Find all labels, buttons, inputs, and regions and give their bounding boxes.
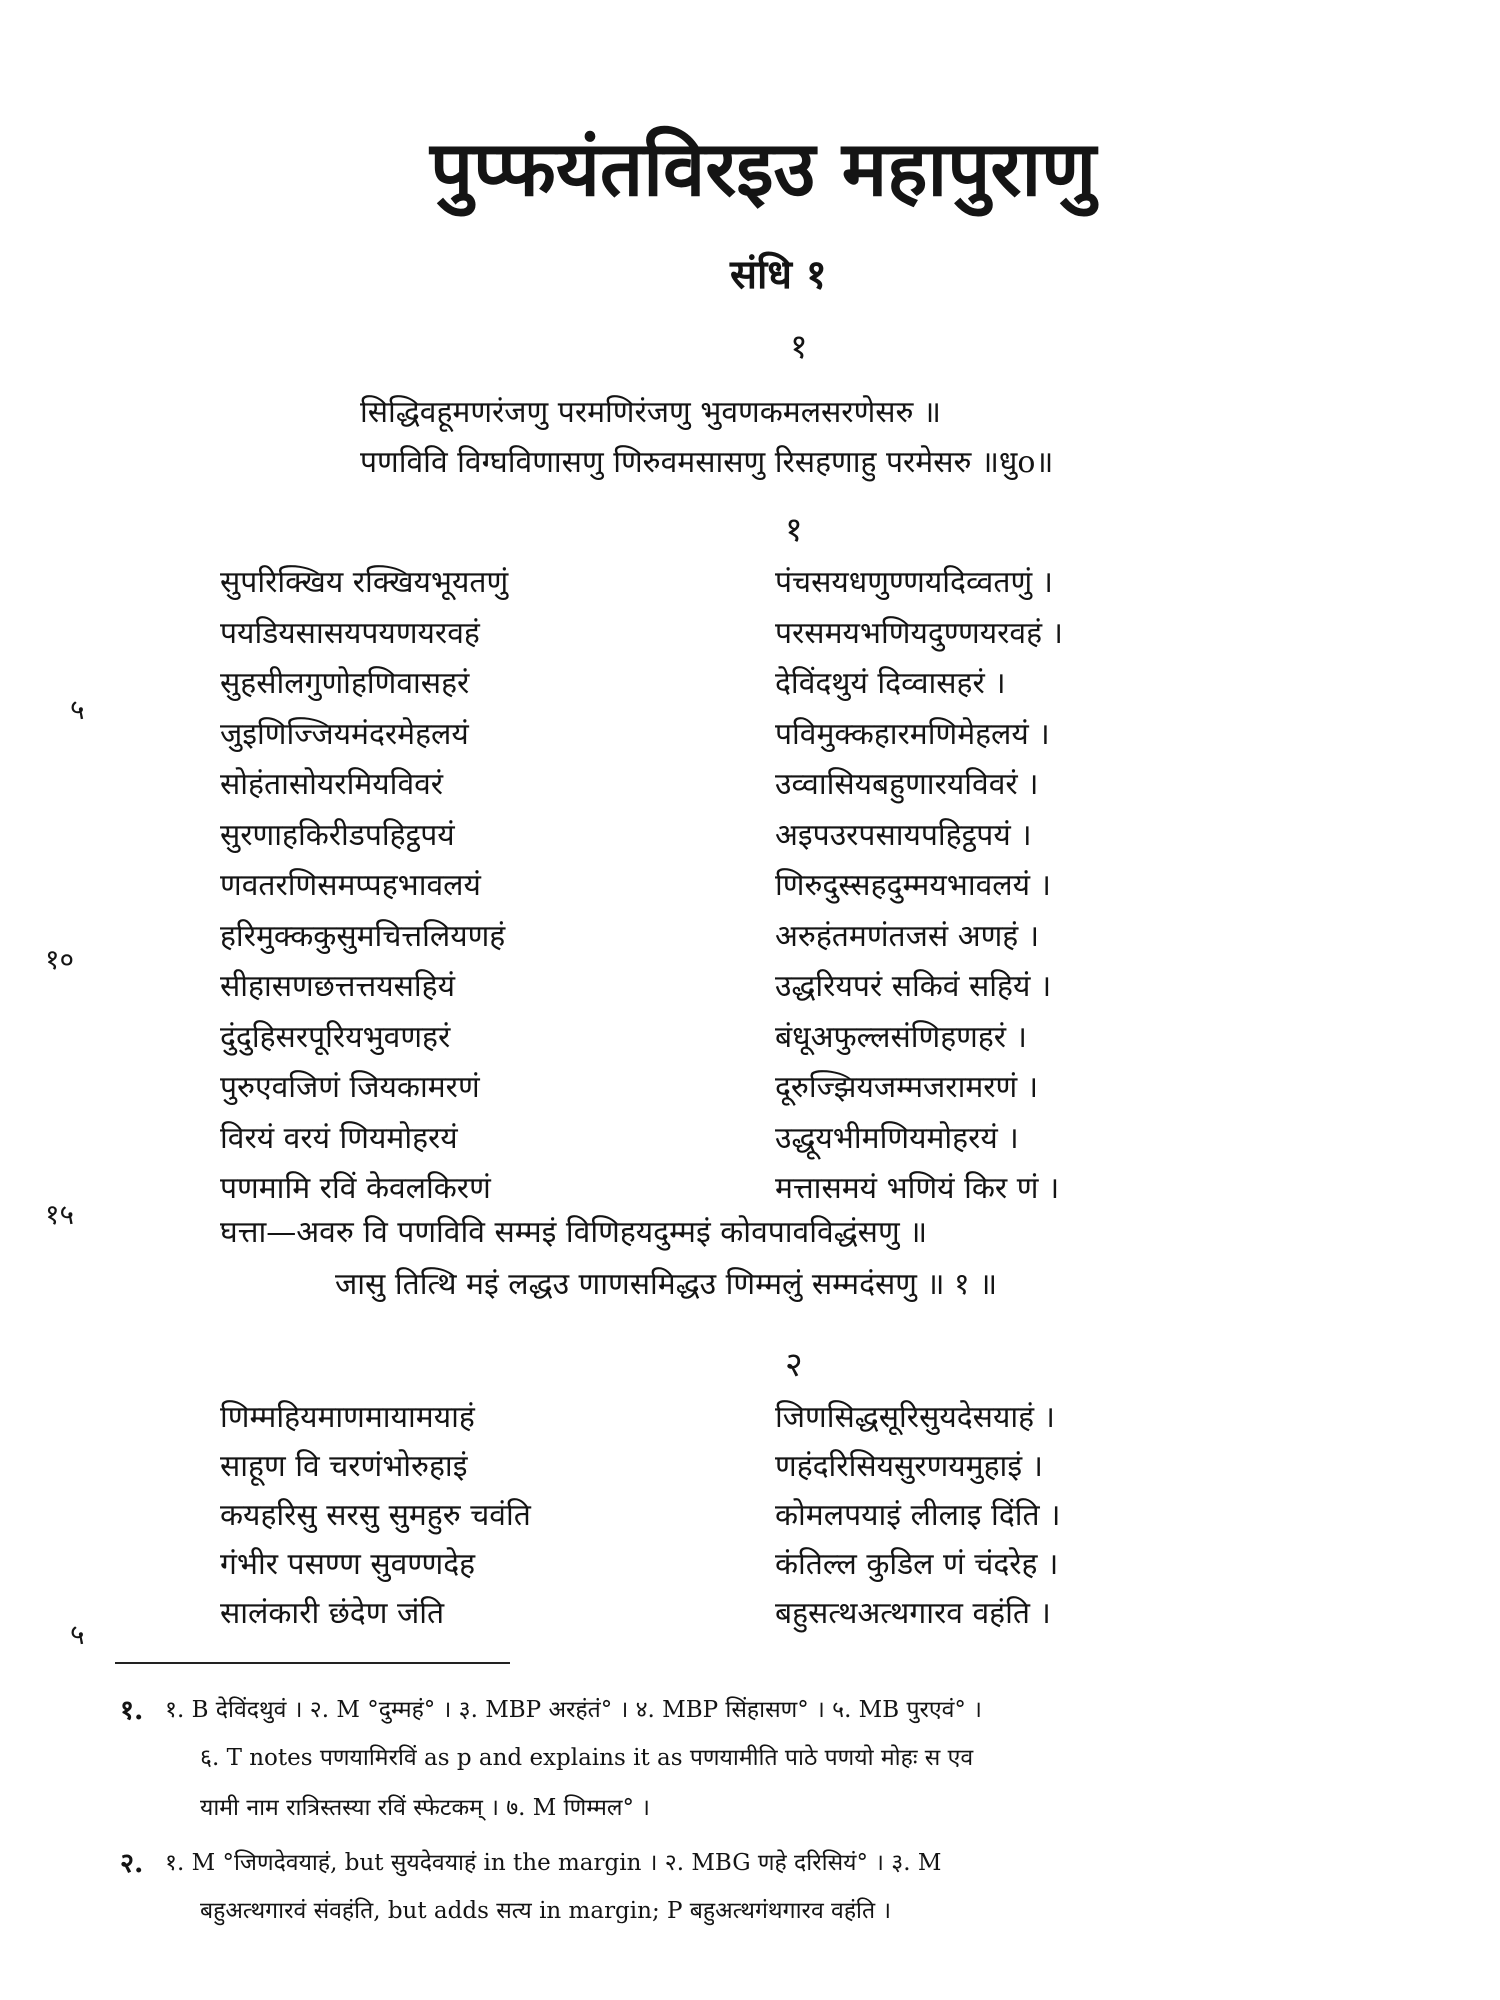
page-title: पुप्फयंतविरइउ महापुराणु	[430, 124, 1097, 213]
verse-right: अरुहंतमणंतजसं अणहं ।	[775, 918, 1040, 954]
line-number-5: ५	[70, 693, 85, 726]
verse-left: विरयं वरयं णियमोहरयं	[220, 1120, 458, 1156]
verse-right: परसमयभणियदुण्णयरवहं ।	[775, 615, 1063, 651]
stanza-2-label: २	[785, 1345, 803, 1385]
footnote-2-label: २.	[120, 1848, 144, 1879]
footnote-1-line-3: यामी नाम रात्रिस्तस्या रविं स्फेटकम् । ७. M णिम्मल° ।	[200, 1795, 651, 1821]
footnote-2-line-2: बहुअत्थगारवं संवहंति, but adds सत्य in margin; P बहुअत्थगंथगारव वहंति ।	[200, 1898, 892, 1924]
verse-right: जिणसिद्धसूरिसुयदेसयाहं ।	[775, 1400, 1055, 1435]
verse-left: सुपरिक्खिय रक्खियभूयतणुं	[220, 565, 509, 600]
verse-left: सालंकारी छंदेण जंति	[220, 1596, 445, 1631]
footnote-1-line-2: ६. T notes पणयामिरविं as p and explains it as पणयामीति पाठे पणयो मोहः स एव	[200, 1745, 974, 1771]
line-number-15: १५	[45, 1198, 75, 1231]
footnote-1-label: १.	[120, 1695, 144, 1726]
dhruvaka-line-1: सिद्धिवहूमणरंजणु परमणिरंजणु भुवणकमलसरणेसरु ॥	[360, 395, 941, 430]
verse-left: सोहंतासोयरमियविवरं	[220, 767, 444, 802]
stanza-1-label: १	[785, 510, 803, 550]
verse-right: णिरुदुस्सहदुम्मयभावलयं ।	[775, 868, 1051, 903]
verse-right: अइपउरपसायपहिट्ठपयं ।	[775, 817, 1032, 853]
verse-left: णिम्महियमाणमायामयाहं	[220, 1400, 475, 1435]
line-number-5-second: ५	[70, 1618, 85, 1651]
verse-right: पंचसयधणुण्णयदिव्वतणुं ।	[775, 565, 1054, 600]
ghatta-line-1: घत्ता—अवरु वि पणविवि सम्मइं विणिहयदुम्मइं कोवपावविद्धंसणु ॥	[220, 1215, 928, 1250]
footnote-2-line-1: १. M °जिणदेवयाहं, but सुयदेवयाहं in the margin । २. MBG णहे दरिसियं° । ३. M	[165, 1850, 942, 1876]
verse-left: साहूण वि चरणंभोरुहाइं	[220, 1449, 468, 1484]
verse-right: उद्धरियपरं सकिवं सहियं ।	[775, 969, 1052, 1004]
verse-left: दुंदुहिसरपूरियभुवणहरं	[220, 1019, 451, 1055]
verse-right: देविंदथुयं दिव्वासहरं ।	[775, 666, 1006, 701]
verse-left: पुरुएवजिणं जियकामरणं	[220, 1070, 480, 1105]
footnote-divider	[115, 1662, 510, 1664]
sandhi-heading: संधि १	[730, 251, 827, 298]
verse-left: कयहरिसु सरसु सुमहुरु चवंति	[220, 1498, 531, 1533]
line-number-10: १०	[45, 943, 75, 976]
verse-right: कोमलपयाइं लीलाइ दिंति ।	[775, 1498, 1061, 1533]
verse-left: णवतरणिसमप्पहभावलयं	[220, 868, 481, 903]
verse-right: दूरुज्झियजम्मजरामरणं ।	[775, 1070, 1039, 1105]
verse-left: जुइणिज्जियमंदरमेहलयं	[220, 716, 469, 752]
verse-right: बहुसत्थअत्थगारव वहंति ।	[775, 1596, 1051, 1631]
ghatta-line-2: जासु तित्थि मइं लद्धउ णाणसमिद्धउ णिम्मलुं सम्मदंसणु ॥ १ ॥	[335, 1267, 998, 1302]
verse-left: सुहसीलगुणोहणिवासहरं	[220, 666, 470, 701]
verse-right: उद्धूयभीमणियमोहरयं ।	[775, 1120, 1019, 1156]
verse-left: पयडियसासयपयणयरवहं	[220, 615, 480, 651]
dhruvaka-line-2: पणविवि विग्घविणासणु णिरुवमसासणु रिसहणाहु परमेसरु ॥धुo॥	[360, 445, 1054, 480]
verse-right: णहंदरिसियसुरणयमुहाइं ।	[775, 1449, 1043, 1484]
verse-right: पविमुक्कहारमणिमेहलयं ।	[775, 716, 1050, 752]
verse-right: बंधूअफुल्लसंणिहणहरं ।	[775, 1019, 1027, 1055]
verse-left: हरिमुक्ककुसुमचित्तलियणहं	[220, 918, 506, 954]
verse-left: पणमामि रविं केवलकिरणं	[220, 1171, 491, 1206]
verse-right: उव्वासियबहुणारयविवरं ।	[775, 767, 1039, 802]
verse-left: गंभीर पसण्ण सुवण्णदेह	[220, 1547, 476, 1582]
kadavaka-label: १	[790, 327, 808, 367]
verse-right: मत्तासमयं भणियं किर णं ।	[775, 1171, 1060, 1206]
verse-left: सुरणाहकिरीडपहिट्ठपयं	[220, 817, 455, 853]
footnote-1-line-1: १. B देविंदथुवं । २. M °दुम्महं° । ३. MBP अरहंतं° । ४. MBP सिंहासण° । ५. MB पुरएवं° ।	[165, 1697, 982, 1723]
verse-left: सीहासणछत्तत्तयसहियं	[220, 969, 455, 1004]
verse-right: कंतिल्ल कुडिल णं चंदरेह ।	[775, 1547, 1059, 1582]
